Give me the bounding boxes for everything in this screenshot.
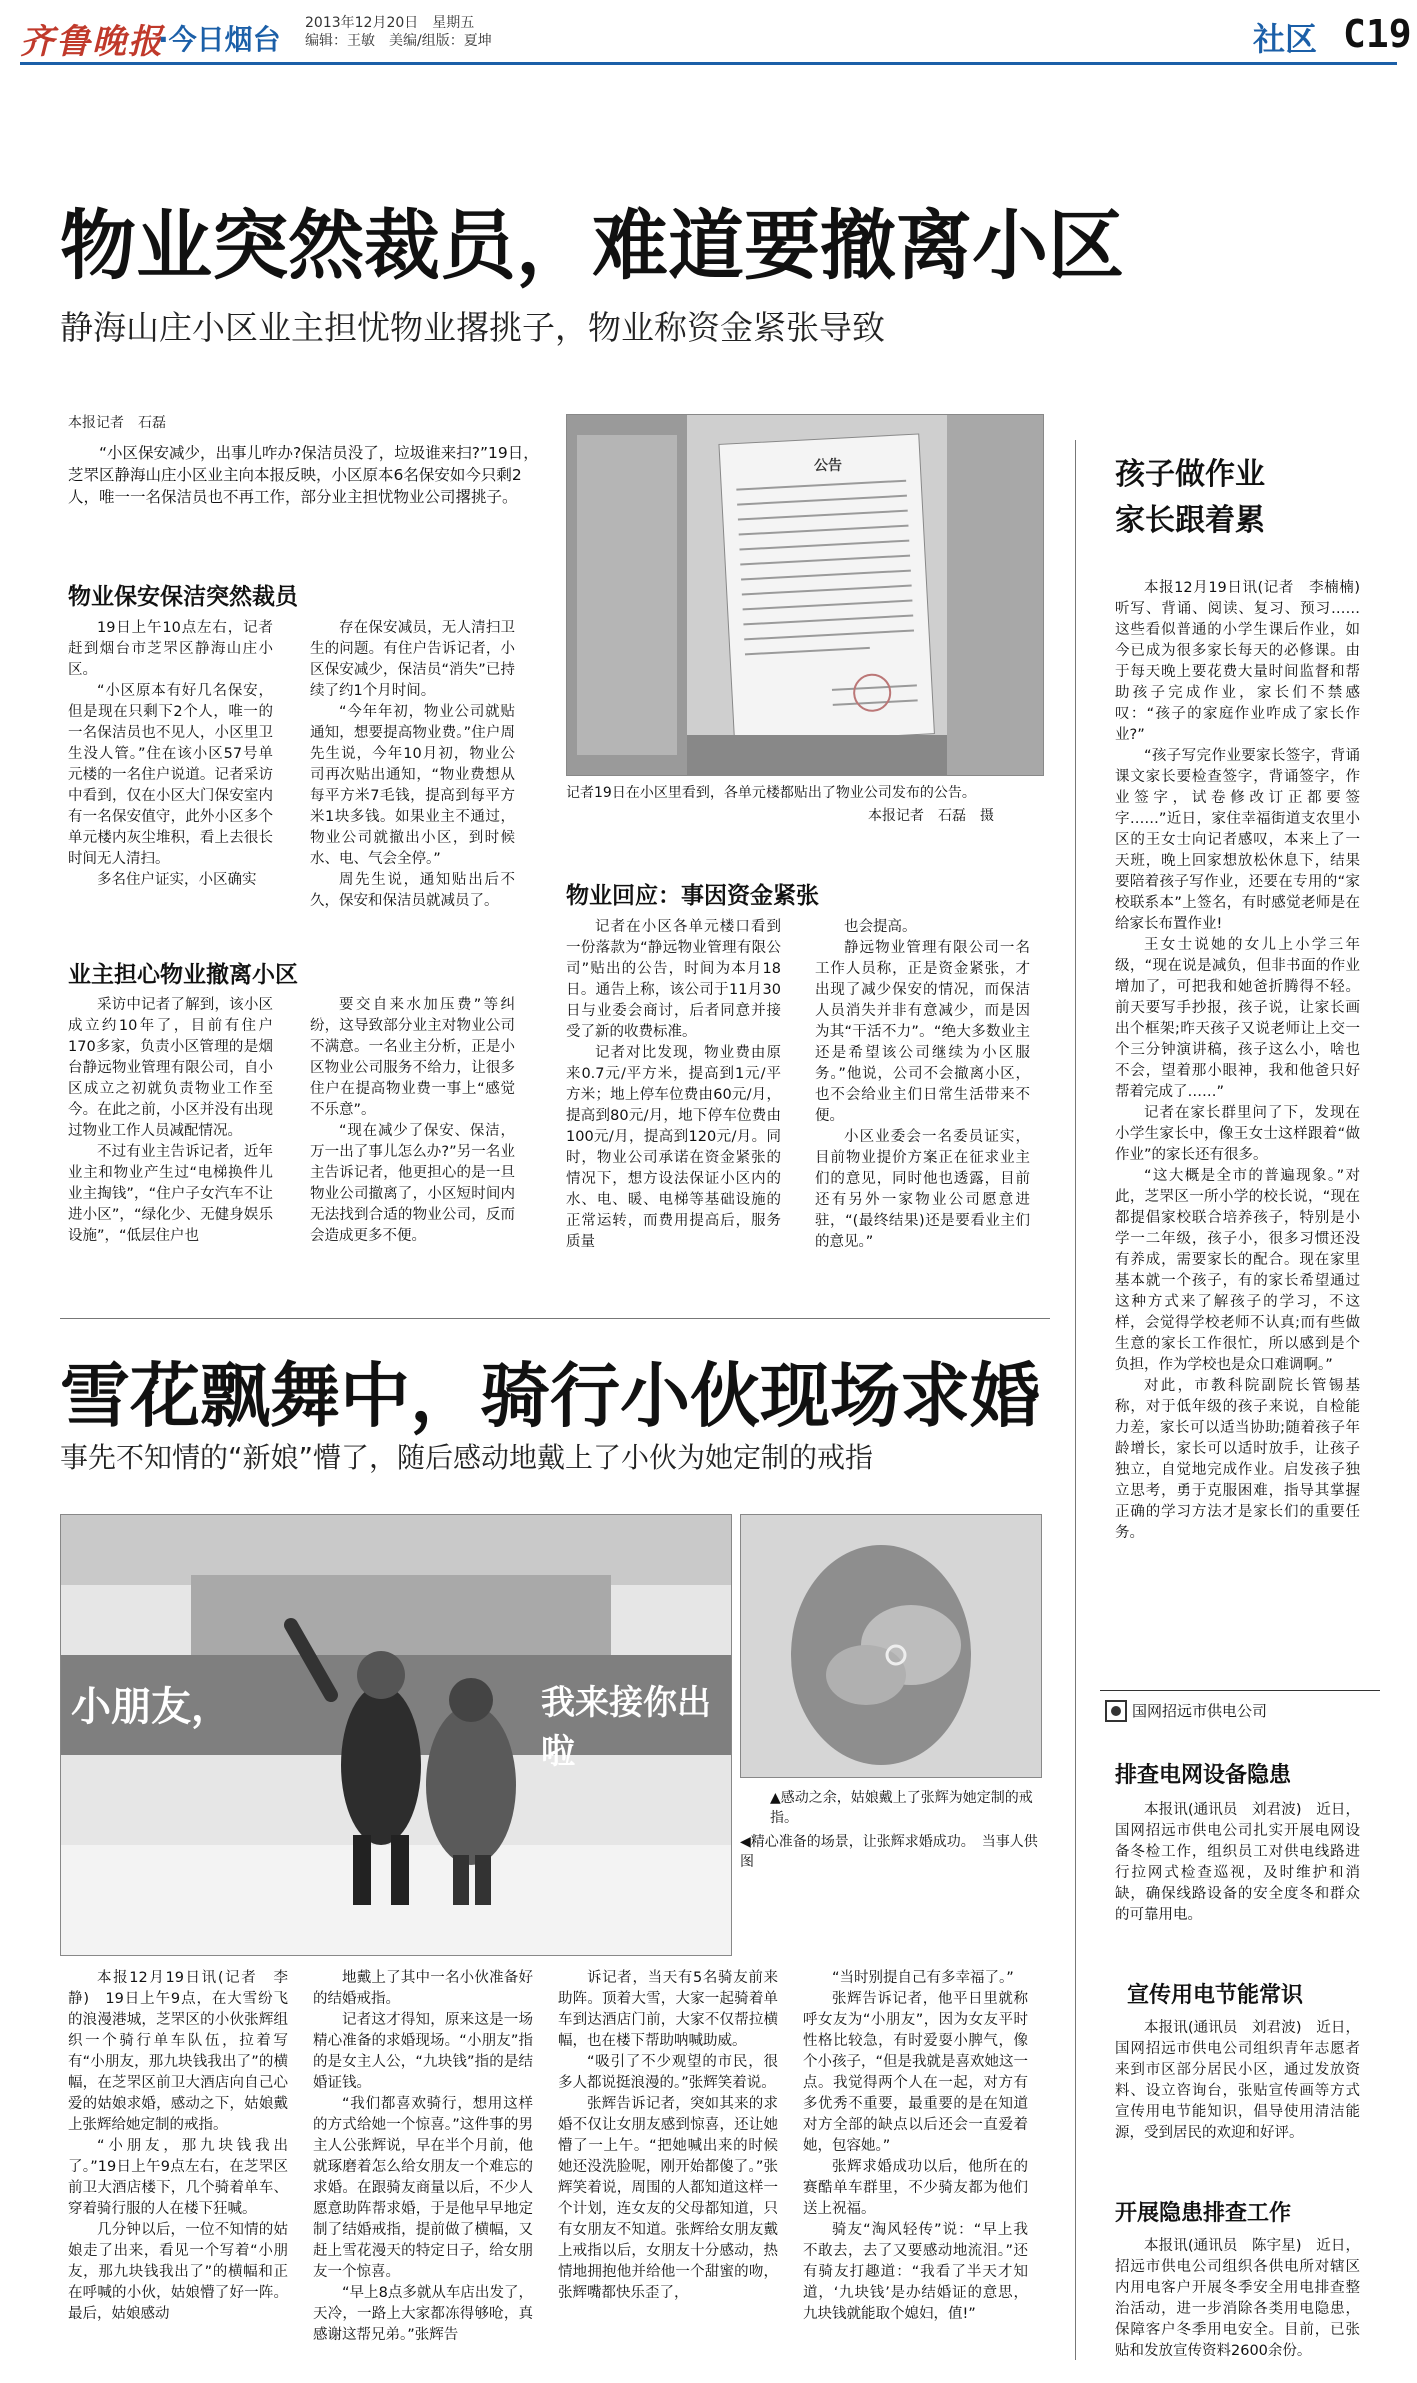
sidebar2-top-rule	[1100, 1690, 1380, 1691]
sidebar1-body: 本报12月19日讯(记者 李楠楠) 听写、背诵、阅读、复习、预习……这些看似普通的小学生课后作业，如今已成为很多家长每天的必修课。由于每天晚上要花费大量时间监督和帮助孩子完成作业，家长们不禁感叹：“孩子的家庭作业咋成了家长作业?” “孩子写完作业要家长签字，背诵课文家长要检查签字，背诵签字，作业签字，试卷修改订正都要签字……”近日，家住幸福街道支农里小区的王女士向记者感叹，本来上了一天班，晚上回家想放松休息下，结果要陪着孩子写作业，还要在专用的“家校联系本”上签名，有时感觉老师是在给家长布置作业! 王女士说她的女儿上小学三年级，“现在说是减负，但非书面的作业增加了，可把我和她爸折腾得不轻。前天要写手抄报，孩子说，让家长画出个框架;昨天孩子又说老师让上交一个三分钟演讲稿，孩子这么小，啥也不会，望着那小眼神，我和他爸只好帮着完成了……” 记者在家长群里问了下，发现在小学生家长中，像王女士这样跟着“做作业”的家长还有很多。 “这大概是全市的普遍现象。”对此，芝罘区一所小学的校长说，“现在都提倡家校联合培养孩子，特别是小学一二年级，孩子小，很多习惯还没有养成，需要家长的配合。现在家里基本就一个孩子，有的家长希望通过这种方式来了解孩子的学习，不这样，会觉得学校老师不认真;而有些做生意的家长工作很忙，所以感到是个负担，作为学校也是众口难调啊。” 对此，市教科院副院长管锡基称，对于低年级的孩子来说，自检能力差，家长可以适当协助;随着孩子年龄增长，家长可以适时放手，让孩子独立，自觉地完成作业。启发孩子独立思考，勇于克服困难，指导其掌握正确的学习方法才是家长们的重要任务。	[1115, 580, 1375, 1541]
banner-text-right: 我来接你出啦	[541, 1683, 711, 1772]
story1-headline: 物业突然裁员，难道要撤离小区	[60, 201, 1124, 290]
ring-photo-art	[741, 1515, 1041, 1777]
sidebar-rule	[1075, 440, 1076, 2360]
sidebar2-item1-text: 本报讯(通讯员 刘君波) 近日，国网招远市供电公司扎实开展电网设备冬检工作，组织员工对供电线路进行拉网式检查巡视，及时维护和消缺，确保线路设备的安全度冬和群众的可靠用电。	[1115, 1802, 1360, 1923]
story-divider	[60, 1318, 1050, 1319]
paper-logo: 齐鲁晚报	[20, 22, 164, 62]
proposal-caption: ◀精心准备的场景，让张辉求婚成功。 当事人供图	[740, 1834, 1038, 1870]
section-name: ·今日烟台	[158, 23, 281, 56]
section1-col1: 19日上午10点左右，记者赶到烟台市芝罘区静海山庄小区。 “小区原本有好几名保安，但是现在只剩下2个人，唯一的一名保洁员也不见人，小区里卫生没人管。”住在该小区57号单元楼的一名住户说道。记者采访中看到，仅在小区大门保安室内有一名保安值守，此外小区多个单元楼内灰尘堆积，看上去很长时间无人清扫。 多名住户证实，小区确实	[68, 620, 273, 888]
story2-col2: 地戴上了其中一名小伙准备好的结婚戒指。 记者这才得知，原来这是一场精心准备的求婚现场。“小朋友”指的是女主人公，“九块钱”指的是结婚证钱。 “我们都喜欢骑行，想用这样的方式给她一个惊喜。”这件事的男主人公张辉说，早在半个月前，他就琢磨着怎么给女朋友一个难忘的求婚。在跟骑友商量以后，不少人愿意助阵帮求婚，于是他早早地定制了结婚戒指，提前做了横幅，又赶上雪花漫天的特定日子，给女朋友一个惊喜。 “早上8点多就从车店出发了，天冷，一路上大家都冻得够呛，真感谢这帮兄弟。”张辉告	[313, 1970, 533, 2343]
grid-logo-icon	[1105, 1700, 1127, 1722]
story2-col3: 诉记者，当天有5名骑友前来助阵。顶着大雪，大家一起骑着单车到达酒店门前，大家不仅帮拉横幅，也在楼下帮助呐喊助威。 “吸引了不少观望的市民，很多人都说挺浪漫的。”张辉笑着说。 张辉告诉记者，突如其来的求婚不仅让女朋友感到惊喜，还让她懵了一上午。“把她喊出来的时候她还没洗脸呢，刚开始都傻了。”张辉笑着说，周围的人都知道这样一个计划，连女友的父母都知道，只有女朋友不知道。张辉给女朋友戴上戒指以后，女朋友十分感动，热情地拥抱他并给他一个甜蜜的吻，张辉嘴都快乐歪了，	[558, 1970, 778, 2301]
section3-col1: 记者在小区各单元楼口看到一份落款为“静远物业管理有限公司”贴出的公告，时间为本月18日。通告上称，该公司于11月30日与业委会商讨，后者同意并接受了新的收费标准。 记者对比发现，物业费由原来0.7元/平方米，提高到1元/平方米；地上停车位费由60元/月，提高到80元/月，地下停车位费由100元/月，提高到120元/月。同时，物业公司承诺在资金紧张的情况下，想方设法保证小区内的水、电、暖、电梯等基础设施的正常运转，而费用提高后，服务质量	[566, 919, 781, 1250]
masthead-rule	[20, 62, 1397, 65]
story1-byline: 本报记者 石磊	[68, 415, 166, 431]
section1-col2: 存在保安减员，无人清扫卫生的问题。有住户告诉记者，小区保安减少，保洁员“消失”已持续了约1个月时间。 “今年年初，物业公司就贴通知，想要提高物业费。”住户周先生说，今年10月初，物业公司再次贴出通知，“物业费想从每平方米7毛钱，提高到每平方米1块多钱。如果业主不通过，物业公司就撤出小区，到时候水、电、气会全停。” 周先生说，通知贴出后不久，保安和保洁员就减员了。	[310, 620, 515, 909]
ring-caption: ▲感动之余，姑娘戴上了张辉为她定制的戒指。	[770, 1790, 1033, 1826]
section2-col2: 要交自来水加压费”等纠纷，这导致部分业主对物业公司不满意。一名业主分析，正是小区物业公司服务不给力，让很多住户在提高物业费一事上“感觉不乐意”。 “现在减少了保安、保洁，万一出了事儿怎么办?”另一名业主告诉记者，他更担心的是一旦物业公司撤离了，小区短时间内无法找到合适的物业公司，反而会造成更多不便。	[310, 997, 515, 1244]
section1-title: 物业保安保洁突然裁员	[68, 584, 298, 610]
section3-title: 物业回应：事因资金紧张	[566, 883, 819, 909]
banner-text-left: 小朋友，	[71, 1684, 231, 1730]
editor-line: 编辑：王敏 美编/组版：夏坤	[305, 33, 492, 49]
ring-photo	[740, 1514, 1042, 1778]
proposal-photo	[60, 1514, 732, 1956]
sidebar2-item1-title: 排查电网设备隐患	[1115, 1763, 1292, 1788]
story2-headline: 雪花飘舞中，骑行小伙现场求婚	[60, 1354, 1040, 1437]
story2-col4: “当时别提自己有多幸福了。” 张辉告诉记者，他平日里就称呼女友为“小朋友”，因为女友平时性格比较急，有时爱耍小脾气，像个小孩子，“但是我就是喜欢她这一点。我觉得两个人在一起，对方有多优秀不重要，最重要的是在知道对方全部的缺点以后还会一直爱着她，包容她。” 张辉求婚成功以后，他所在的赛酷单车群里，不少骑友都为他们送上祝福。 骑友“淘风轻传”说：“早上我不敢去，去了又要感动地流泪。”还有骑友打趣道：“我看了半天才知道，‘九块钱’是办结婚证的意思，九块钱就能取个媳妇，值!”	[803, 1970, 1029, 2322]
story1-lead: “小区保安减少，出事儿咋办?保洁员没了，垃圾谁来扫?”19日，芝罘区静海山庄小区业主向本报反映，小区原本6名保安如今只剩2人，唯一一名保洁员也不再工作，部分业主担忧物业公司撂挑子。	[68, 444, 539, 506]
section2-col1: 采访中记者了解到，该小区成立约10年了，目前有住户170多家，负责小区管理的是烟台静远物业管理有限公司，自小区成立之初就负责物业工作至今。在此之前，小区并没有出现过物业工作人员减配情况。 不过有业主告诉记者，近年业主和物业产生过“电梯换件儿业主掏钱”，“住户子女汽车不让进小区”，“绿化少、无健身娱乐设施”，“低层住户也	[68, 997, 273, 1244]
story2-subhead: 事先不知情的“新娘”懵了，随后感动地戴上了小伙为她定制的戒指	[60, 1441, 874, 1474]
sidebar2-item2-title: 宣传用电节能常识	[1127, 1983, 1304, 2008]
masthead-meta	[305, 14, 492, 50]
date-line: 2013年12月20日 星期五	[305, 15, 475, 31]
sidebar2-item3-title: 开展隐患排查工作	[1115, 2201, 1292, 2226]
sidebar2-item2-text: 本报讯(通讯员 刘君波) 近日，国网招远市供电公司组织青年志愿者来到市区部分居民小区，通过发放资料、设立咨询台，张贴宣传画等方式宣传用电节能知识，倡导使用清洁能源，受到居民的欢迎和好评。	[1115, 2020, 1360, 2141]
notice-photo	[566, 414, 1044, 776]
sidebar2-item3-text: 本报讯(通讯员 陈宇星) 近日，招远市供电公司组织各供电所对辖区内用电客户开展冬季安全用电排查整治活动，进一步消除各类用电隐患，保障客户冬季用电安全。目前，已张贴和发放宣传资料2600余份。	[1115, 2238, 1360, 2359]
notice-photo-credit: 本报记者 石磊 摄	[868, 808, 994, 824]
story1-subhead: 静海山庄小区业主担忧物业撂挑子，物业称资金紧张导致	[60, 308, 885, 347]
section3-col2: 也会提高。 静远物业管理有限公司一名工作人员称，正是资金紧张，才出现了减少保安的情况，而保洁人员消失并非有意减少，而是因为其“干活不力”。“绝大多数业主还是希望该公司继续为小区服务。”他说，公司不会撤离小区，也不会给业主们日常生活带来不便。 小区业委会一名委员证实，目前物业提价方案正在征求业主们的意见，同时他也透露，目前还有另外一家物业公司愿意进驻，“(最终结果)还是要看业主们的意见。”	[815, 919, 1030, 1250]
column-label: 社区	[1253, 20, 1318, 58]
sidebar2-company: 国网招远市供电公司	[1132, 1702, 1268, 1720]
notice-photo-caption: 记者19日在小区里看到，各单元楼都贴出了物业公司发布的公告。	[566, 785, 976, 801]
page-number: C19	[1343, 12, 1412, 56]
section2-title: 业主担心物业撤离小区	[68, 962, 298, 988]
story2-col1: 本报12月19日讯(记者 李静) 19日上午9点，在大雪纷飞的浪漫港城，芝罘区的小伙张辉组织一个骑行单车队伍，拉着写有“小朋友，那九块钱我出了”的横幅，在芝罘区前卫大酒店向自己心爱的姑娘求婚，感动之下，姑娘戴上张辉给她定制的戒指。 “小朋友，那九块钱我出了。”19日上午9点左右，在芝罘区前卫大酒店楼下，几个骑着单车、穿着骑行服的人在楼下狂喊。 几分钟以后，一位不知情的姑娘走了出来，看见一个写着“小朋友，那九块钱我出了”的横幅和正在呼喊的小伙，姑娘懵了好一阵。最后，姑娘感动	[68, 1970, 288, 2322]
notice-photo-art	[567, 415, 1043, 775]
notice-title: 公告	[814, 458, 842, 474]
sidebar1-headline: 孩子做作业 家长跟着累	[1115, 457, 1265, 538]
